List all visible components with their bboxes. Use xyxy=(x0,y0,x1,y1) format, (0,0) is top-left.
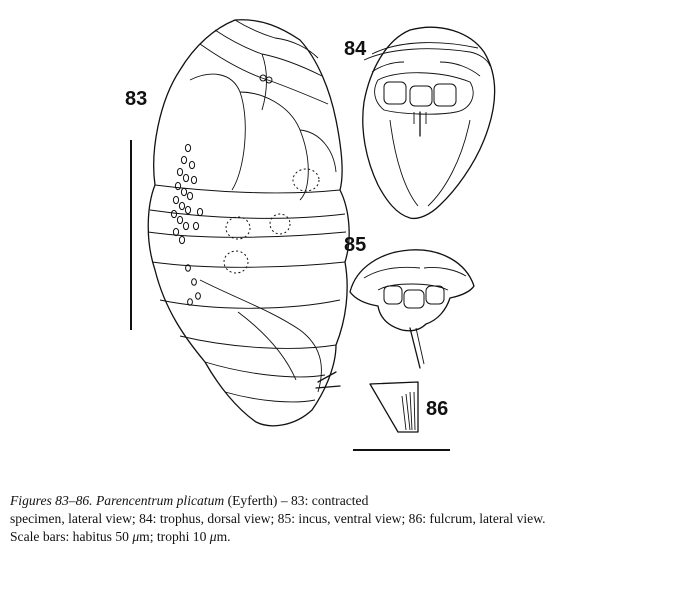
caption-unit: m. xyxy=(216,529,231,544)
caption-scale-trophi: m; trophi 10 xyxy=(139,529,210,544)
figure-label-86: 86 xyxy=(426,398,449,420)
caption-line-1 xyxy=(10,492,698,510)
mu-symbol: μ xyxy=(132,529,140,544)
habitus-drawing xyxy=(148,20,349,426)
caption-line-2: specimen, lateral view; 84: trophus, dorsal view; 85: incus, ventral view; 86: fulcrum, lateral view. xyxy=(10,511,546,526)
caption-line-3 xyxy=(10,528,698,546)
mu-symbol: μ xyxy=(209,529,217,544)
incus-drawing xyxy=(350,250,474,368)
figure-label-84: 84 xyxy=(344,38,367,60)
fulcrum-drawing xyxy=(370,382,418,432)
caption-line-1-rest: (Eyferth) – 83: contracted xyxy=(224,493,369,508)
caption-title: Figures 83–86. Parencentrum plicatum xyxy=(10,493,225,508)
caption-scale-habitus: Scale bars: habitus 50 xyxy=(10,529,133,544)
trophus-drawing xyxy=(363,27,495,218)
figure-label-85: 85 xyxy=(344,234,367,256)
figure-caption xyxy=(10,492,698,546)
figure-label-83: 83 xyxy=(125,88,148,110)
